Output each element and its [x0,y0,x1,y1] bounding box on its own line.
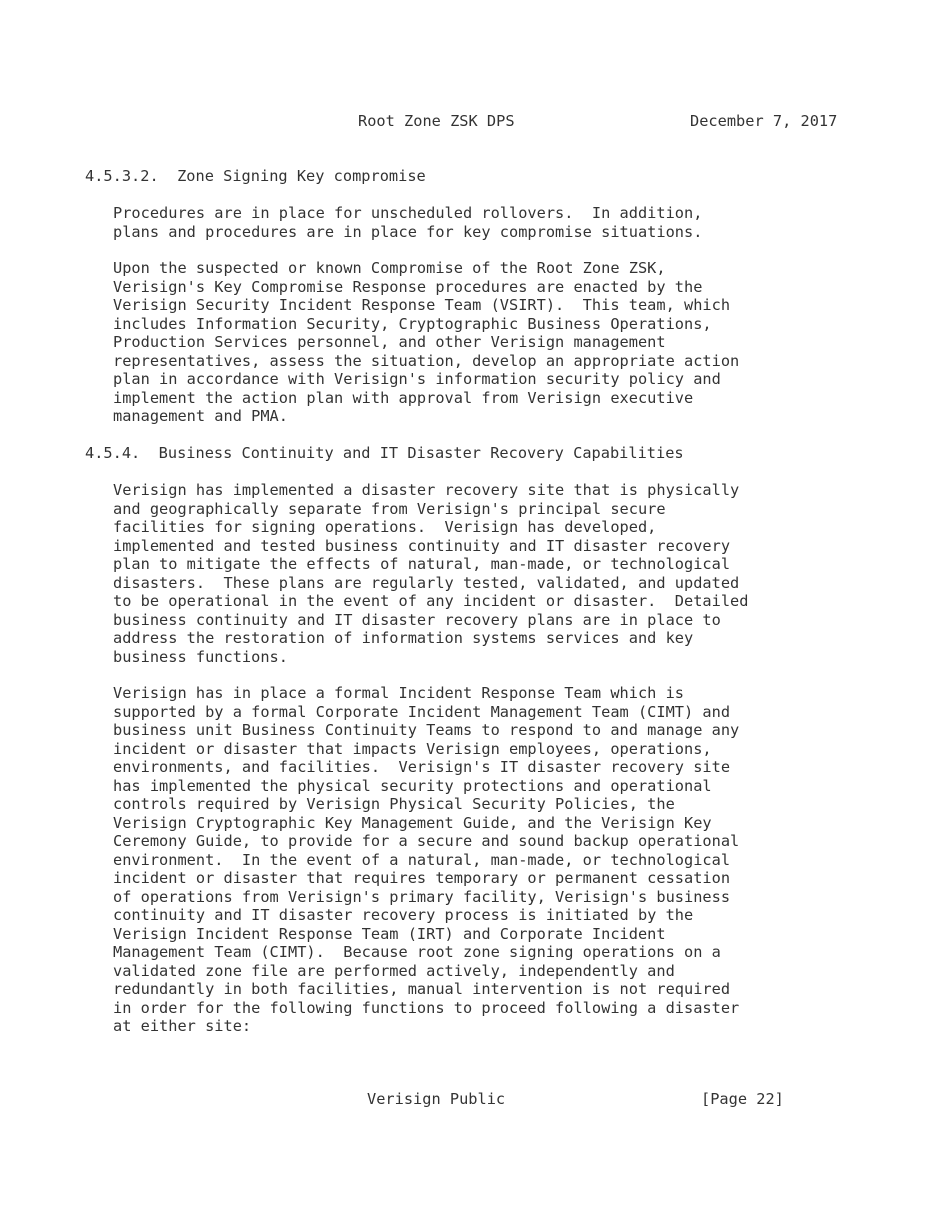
paragraph-incident-response-team: Verisign has in place a formal Incident Response Team which is supported by a formal Corporate Incident Management Team (CIMT) and business unit Business Continuity Teams to respond to and manage any incident or disaster that impacts Verisign employees, operations, environments, and facilities. Verisign's IT disaster recovery site has implemented the physical security protections and operational controls required by Verisign Physical Security Policies, the Verisign Cryptographic Key Management Guide, and the Verisign Key Ceremony Guide, to provide for a secure and sound backup operational environment. In the event of a natural, man-made, or technological incident or disaster that requires temporary or permanent cessation of operations from Verisign's primary facility, Verisign's business continuity and IT disaster recovery process is initiated by the Verisign Incident Response Team (IRT) and Corporate Incident Management Team (CIMT). Because root zone signing operations on a validated zone file are performed actively, independently and redundantly in both facilities, manual intervention is not required in order for the following functions to proceed following a disaster at either site: [113,684,740,1035]
header-title: Root Zone ZSK DPS [358,112,515,130]
header-date: December 7, 2017 [690,112,838,130]
section-heading-4-5-3-2: 4.5.3.2. Zone Signing Key compromise [85,167,426,185]
paragraph-disaster-recovery-site: Verisign has implemented a disaster recovery site that is physically and geographically separate from Verisign's principal secure facilities for signing operations. Verisign has developed, implemented and tested business continuity and IT disaster recovery plan to mitigate the effects of natural, man-made, or technological disasters. These plans are regularly tested, validated, and updated to be operational in the event of any incident or disaster. Detailed business continuity and IT disaster recovery plans are in place to address the restoration of information systems services and key business functions. [113,481,749,666]
page-number: [Page 22] [701,1090,784,1108]
footer-label: Verisign Public [367,1090,506,1108]
section-heading-4-5-4: 4.5.4. Business Continuity and IT Disaster Recovery Capabilities [85,444,684,462]
paragraph-key-compromise-response: Upon the suspected or known Compromise of the Root Zone ZSK, Verisign's Key Compromise Response procedures are enacted by the Verisign Security Incident Response Team (VSIRT). This team, which includes Information Security, Cryptographic Business Operations, Production Services personnel, and other Verisign management representatives, assess the situation, develop an appropriate action plan in accordance with Verisign's information security policy and implement the action plan with approval from Verisign executive management and PMA. [113,259,740,425]
paragraph-unscheduled-rollovers: Procedures are in place for unscheduled rollovers. In addition, plans and procedures are in place for key compromise situations. [113,204,703,241]
